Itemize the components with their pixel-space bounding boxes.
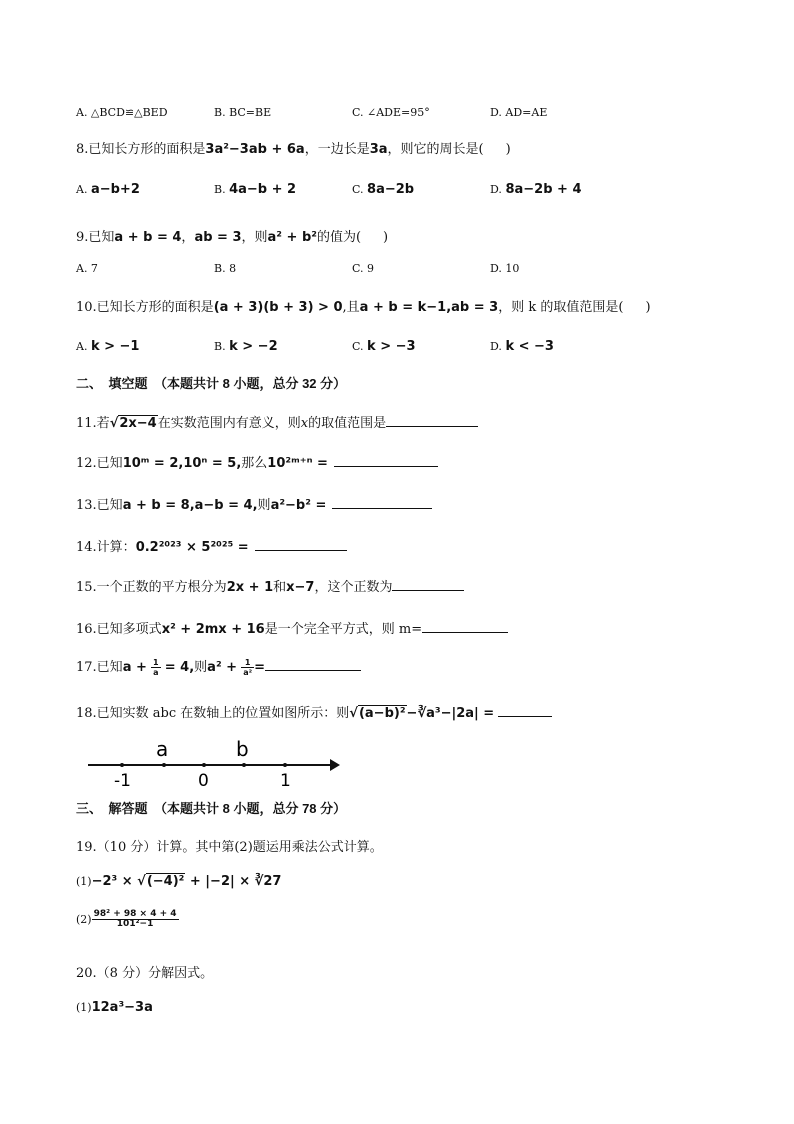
q18-radicand: (a−b)²: [358, 706, 406, 721]
q12-expr-2: 10²ᵐ⁺ⁿ =: [267, 456, 328, 471]
question-20-part-1: (1)12a³−3a: [76, 1000, 153, 1015]
q10-expr-1: (a + 3)(b + 3) > 0: [213, 300, 343, 315]
question-8: [76, 138, 511, 157]
q10-expr-2: a + b = k−1,ab = 3: [359, 300, 499, 315]
q8-mid: ，一边长是: [304, 142, 370, 157]
q15-answer-blank[interactable]: [392, 578, 464, 591]
q7-option-b: B. BC=BE: [214, 106, 272, 119]
q8-side-expr: 3a: [369, 142, 388, 157]
question-19-part-2: (2) $\frac{\text{98² + 98 × 4 + 4}}{\text{101²−1}}$: [76, 909, 177, 929]
label-0: 0: [198, 771, 209, 790]
label-minus-1: -1: [114, 771, 131, 790]
q9-option-c: C. 9: [352, 262, 375, 275]
q8-option-d: D. 8a−2b + 4: [490, 182, 582, 197]
q9-option-d: D. 10: [490, 262, 520, 275]
q14-answer-blank[interactable]: [255, 538, 347, 551]
q15-expr-1: 2x + 1: [226, 580, 274, 595]
q7-option-d: D. AD=AE: [490, 106, 548, 119]
q13-answer-blank[interactable]: [332, 496, 432, 509]
q11-answer-blank[interactable]: [386, 414, 478, 427]
q10-option-a: A. k > −1: [76, 339, 140, 354]
number-line-arrow: [330, 759, 340, 771]
q18-answer-blank[interactable]: [498, 704, 552, 717]
point-a-dot: [162, 763, 166, 767]
q8-option-a: A. a−b+2: [76, 182, 140, 197]
q13-expr-2: a²−b² =: [270, 498, 327, 513]
q8-option-c: C. 8a−2b: [352, 182, 415, 197]
question-17: 17.已知a + $\frac{1}{a}$ = 4,则a² + $\frac{1}{\text{a²}}$ =: [76, 656, 361, 677]
tick-1: [283, 763, 287, 767]
point-a-label: a: [156, 737, 169, 761]
q8-option-b: B. 4a−b + 2: [214, 182, 297, 197]
q9-expr-1: a + b = 4: [114, 230, 182, 245]
q10-option-b: B. k > −2: [214, 339, 278, 354]
q13-expr-1: a + b = 8,a−b = 4,: [122, 498, 258, 513]
q16-expr: x² + 2mx + 16: [161, 622, 265, 637]
question-12: 12.已知10ᵐ = 2,10ⁿ = 5,那么10²ᵐ⁺ⁿ =: [76, 452, 438, 471]
question-20-title: 20.（8 分）分解因式。: [76, 966, 214, 981]
section-3-heading: 三、 解答题 （本题共计 8 小题，总分 78 分）: [76, 801, 347, 816]
question-16: 16.已知多项式x² + 2mx + 16是一个完全平方式，则 m=: [76, 618, 508, 637]
q9-expr-2: ab = 3: [194, 230, 242, 245]
label-1: 1: [280, 771, 291, 790]
point-b-dot: [242, 763, 246, 767]
q9-option-a: A. 7: [76, 262, 98, 275]
question-14: 14.计算：0.2²⁰²³ × 5²⁰²⁵ =: [76, 536, 347, 555]
q11-radicand: 2x−4: [119, 416, 157, 431]
q9-option-b: B. 8: [214, 262, 237, 275]
q8-suffix: ，则它的周长是(: [387, 142, 484, 157]
q16-answer-blank[interactable]: [422, 620, 508, 633]
tick-minus-1: [120, 763, 124, 767]
tick-0: [202, 763, 206, 767]
number-line-figure: [84, 734, 346, 790]
question-10: 10.已知长方形的面积是(a + 3)(b + 3) > 0,且a + b = k−1,ab = 3，则 k 的取值范围是( ): [76, 300, 651, 315]
question-13: 13.已知a + b = 8,a−b = 4,则a²−b² =: [76, 494, 432, 513]
q7-option-a: A. △BCD≌△BED: [76, 106, 168, 119]
q15-expr-2: x−7: [286, 580, 315, 595]
question-11: 11.若√2x−4在实数范围内有意义，则x的取值范围是: [76, 412, 478, 431]
q10-option-c: C. k > −3: [352, 339, 416, 354]
q17-answer-blank[interactable]: [265, 658, 361, 671]
q7-option-c: C. ∠ADE=95°: [352, 106, 430, 119]
q8-area-expr: 3a²−3ab + 6a: [205, 142, 305, 157]
question-18: 18.已知实数 abc 在数轴上的位置如图所示：则√(a−b)²−∛a³−|2a| =: [76, 702, 552, 721]
point-b-label: b: [236, 737, 249, 761]
q12-answer-blank[interactable]: [334, 454, 438, 467]
q9-expr-3: a² + b²: [267, 230, 317, 245]
question-19-title: 19.（10 分）计算。其中第(2)题运用乘法公式计算。: [76, 840, 383, 855]
q14-expr: 0.2²⁰²³ × 5²⁰²⁵ =: [135, 540, 249, 555]
question-19-part-1: (1)−2³ × √(−4)² + |−2| × ∛27: [76, 874, 282, 889]
q8-prefix: 8.已知长方形的面积是: [76, 142, 206, 157]
q8-close: ): [505, 142, 511, 157]
question-15: 15.一个正数的平方根分为2x + 1和x−7，这个正数为: [76, 576, 464, 595]
q12-expr-1: 10ᵐ = 2,10ⁿ = 5,: [122, 456, 242, 471]
q10-option-d: D. k < −3: [490, 339, 554, 354]
section-2-heading: 二、 填空题 （本题共计 8 小题，总分 32 分）: [76, 376, 347, 391]
question-9: 9.已知a + b = 4，ab = 3，则a² + b²的值为( ): [76, 230, 389, 245]
